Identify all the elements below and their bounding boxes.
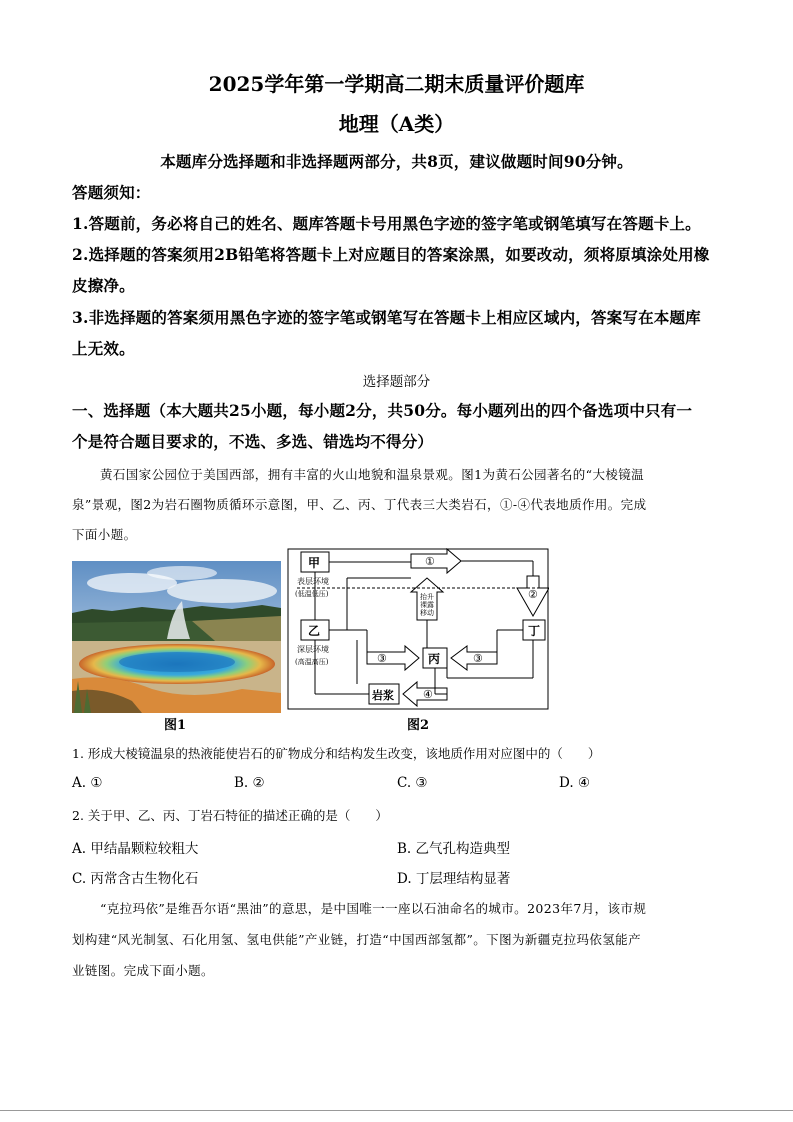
label-yanjiang: 岩浆 [372,689,394,702]
q2-option-d[interactable]: D. 丁层理结构显著 [397,871,511,887]
passage1-line3: 下面小题。 [72,527,137,542]
label-surface-env: 表层环境 [297,577,329,586]
notice-item-2-line1: 2.选择题的答案须用2B铅笔将答题卡上对应题目的答案涂黑，如要改动，须将原填涂处用橡 [72,245,710,264]
label-bing: 丙 [428,652,441,666]
diagram-frame [288,549,548,709]
notice-item-3-line1: 3.非选择题的答案须用黑色字迹的签字笔或钢笔写在答题卡上相应区域内，答案写在本题库 [72,308,701,327]
intro-text: 本题库分选择题和非选择题两部分，共8页，建议做题时间90分钟。 [160,152,633,171]
label-process-2: ② [528,588,538,601]
label-deep-cond: (高温高压) [295,658,329,666]
q2-stem: 2. 关于甲、乙、丙、丁岩石特征的描述正确的是（ ） [72,808,388,823]
figure2-caption: 图2 [407,718,430,733]
label-deep-env: 深层环境 [297,645,329,654]
label-process-3a: ③ [377,652,387,665]
part-instructions-line1: 一、选择题（本大题共25小题，每小题2分，共50分。每小题列出的四个备选项中只有一 [72,401,693,420]
q1-option-a[interactable]: A. ① [72,775,103,791]
page-subtitle: 地理（A类） [338,112,455,136]
label-process-1: ① [425,555,435,568]
page-title: 2025学年第一学期高二期末质量评价题库 [208,72,585,96]
arrow-process-3-left [367,646,419,670]
notice-heading: 答题须知： [72,183,151,202]
notice-item-3-line2: 上无效。 [72,339,135,358]
passage1-line2: 泉”景观，图2为岩石圈物质循环示意图，甲、乙、丙、丁代表三大类岩石，①-④代表地质作用。完成 [72,497,647,512]
q1-stem: 1. 形成大棱镜温泉的热液能使岩石的矿物成分和结构发生改变，该地质作用对应图中的（ ） [72,746,601,761]
part-instructions-line2: 个是符合题目要求的，不选、多选、错选均不得分） [72,432,434,451]
label-process-4: ④ [423,688,433,701]
label-uplift-2: 裸露 [420,601,434,609]
label-ding: 丁 [528,624,541,638]
q1-option-d[interactable]: D. ④ [559,775,591,791]
section-heading: 选择题部分 [362,374,431,390]
label-yi: 乙 [308,624,321,638]
q1-option-c[interactable]: C. ③ [397,775,428,791]
q2-option-a[interactable]: A. 甲结晶颗粒较粗大 [72,841,199,857]
notice-item-2-line2: 皮擦净。 [72,276,135,295]
label-uplift-1: 抬升 [420,593,434,601]
label-process-3b: ③ [473,652,483,665]
q2-option-c[interactable]: C. 丙常含古生物化石 [72,871,199,887]
page-bottom-rule [0,1110,793,1111]
notice-item-1: 1.答题前，务必将自己的姓名、题库答题卡号用黑色字迹的签字笔或钢笔填写在答题卡上。 [72,214,701,233]
label-uplift-3: 移动 [420,609,434,617]
passage2-line3: 业链图。完成下面小题。 [72,963,214,978]
figure1-caption: 图1 [164,718,187,733]
q1-option-b[interactable]: B. ② [234,775,265,791]
passage1-line1: 黄石国家公园位于美国西部，拥有丰富的火山地貌和温泉景观。图1为黄石公园著名的“大棱镜温 [100,467,645,482]
label-surface-cond: (低温低压) [295,590,329,598]
hot-spring-photo [72,561,281,713]
arrow-process-1 [411,549,461,573]
rock-cycle-diagram [287,548,549,710]
q2-option-b[interactable]: B. 乙气孔构造典型 [397,841,511,857]
passage2-line1: “克拉玛依”是维吾尔语“黑油”的意思，是中国唯一一座以石油命名的城市。2023年7月，该市规 [100,901,647,916]
passage2-line2: 划构建“风光制氢、石化用氢、氢电供能”产业链，打造“中国西部氢都”。下图为新疆克拉玛依氢能产 [72,932,641,947]
label-jia: 甲 [308,556,321,570]
